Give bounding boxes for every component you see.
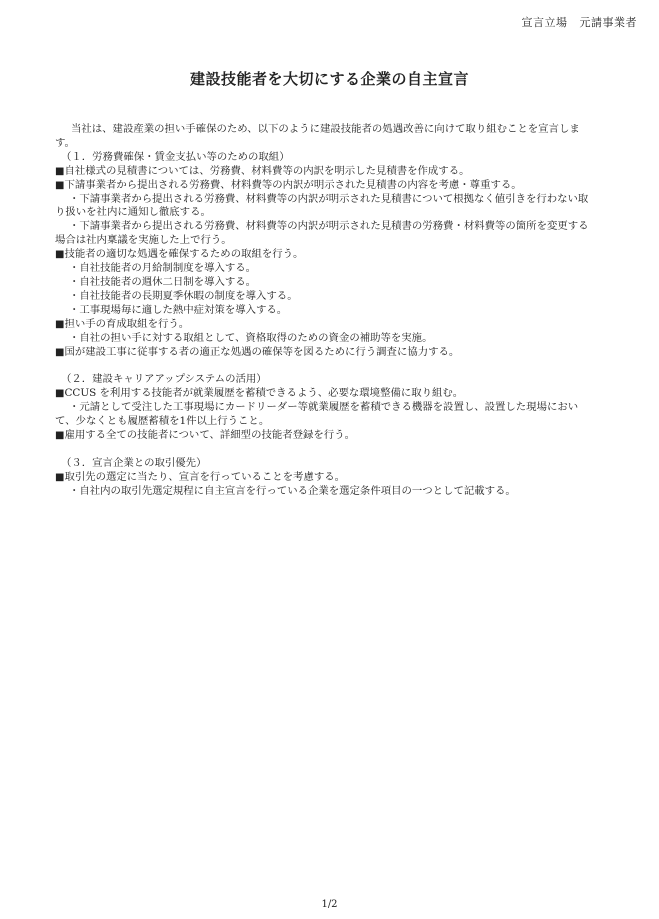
intro-paragraph: 当社は、建設産業の担い手確保のため、以下のように建設技能者の処遇改善に向けて取り組むことを宣言します。	[55, 123, 580, 149]
section-3-heading: （３．宣言企業との取引優先）	[61, 456, 207, 469]
section-2-item-1-text: CCUS を利用する技能者が就業履歴を蓄積できるよう、必要な環境整備に取り組む。	[64, 387, 464, 400]
section-3-item-1-sub-a: ・自社内の取引先選定規程に自主宣言を行っている企業を選定条件項目の一つとして記載する。	[69, 484, 516, 497]
section-1-item-2	[55, 179, 595, 193]
document-body	[55, 123, 595, 498]
section-2-item-1-sub-a: ・元請として受注した工事現場にカードリーダー等就業履歴を蓄積できる機器を設置し、設置した現場において、少なくとも履歴蓄積を1件以上行うこと。	[55, 401, 579, 428]
section-1-item-4-sub-a: ・自社の担い手に対する取組として、資格取得のための資金の補助等を実施。	[69, 331, 433, 344]
section-1-item-2-sub-b: ・下請事業者から提出される労務費、材料費等の内訳が明示された見積書の労務費・材料費等の箇所を変更する場合は社内稟議を実施した上で行う。	[55, 220, 589, 247]
section-2-item-2	[55, 429, 595, 443]
section-spacer	[55, 359, 595, 373]
section-2-heading: （２．建設キャリアアップシステムの活用）	[61, 373, 267, 386]
section-1-item-4	[55, 318, 595, 332]
section-1-item-3	[55, 248, 595, 262]
document-title: 建設技能者を大切にする企業の自主宣言	[189, 70, 469, 88]
declaration-role: 元請事業者	[579, 16, 637, 29]
page-number: 1/2	[321, 899, 338, 910]
section-1-item-2-sub-a: ・下請事業者から提出される労務費、材料費等の内訳が明示された見積書について根拠なく値引きを行わない取り扱いを社内に通知し徹底する。	[55, 192, 589, 219]
section-1-item-3-sub-b: ・自社技能者の週休二日制を導入する。	[69, 275, 257, 288]
section-1-item-3-sub-c: ・自社技能者の長期夏季休暇の制度を導入する。	[69, 289, 298, 302]
section-1-item-4-text: 担い手の育成取組を行う。	[64, 317, 190, 330]
section-1-item-3-sub-a: ・自社技能者の月給制制度を導入する。	[69, 262, 257, 275]
section-3-item-1	[55, 471, 595, 485]
section-1-heading: （１．労務費確保・賃金支払い等のための取組）	[61, 150, 290, 163]
section-1-item-1-text: 自社様式の見積書については、労務費、材料費等の内訳を明示した見積書を作成する。	[64, 164, 470, 177]
section-1-item-3-sub-d: ・工事現場毎に適した熱中症対策を導入する。	[69, 303, 288, 316]
section-2-item-2-text: 雇用する全ての技能者について、詳細型の技能者登録を行う。	[64, 428, 355, 441]
section-3-item-1-text: 取引先の選定に当たり、宣言を行っていることを考慮する。	[64, 470, 345, 483]
section-1-item-1	[55, 165, 595, 179]
section-1-item-2-text: 下請事業者から提出される労務費、材料費等の内訳が明示された見積書の内容を考慮・尊重する。	[64, 178, 522, 191]
document-header	[522, 14, 638, 30]
section-1-item-3-text: 技能者の適切な処遇を確保するための取組を行う。	[64, 248, 304, 261]
declaration-position-label: 宣言立場	[521, 16, 568, 29]
section-1-item-5-text: 国が建設工事に従事する者の適正な処遇の確保等を図るために行う調査に協力する。	[64, 345, 460, 358]
section-2-item-1	[55, 387, 595, 401]
section-1-item-5	[55, 346, 595, 360]
section-spacer	[55, 443, 595, 457]
